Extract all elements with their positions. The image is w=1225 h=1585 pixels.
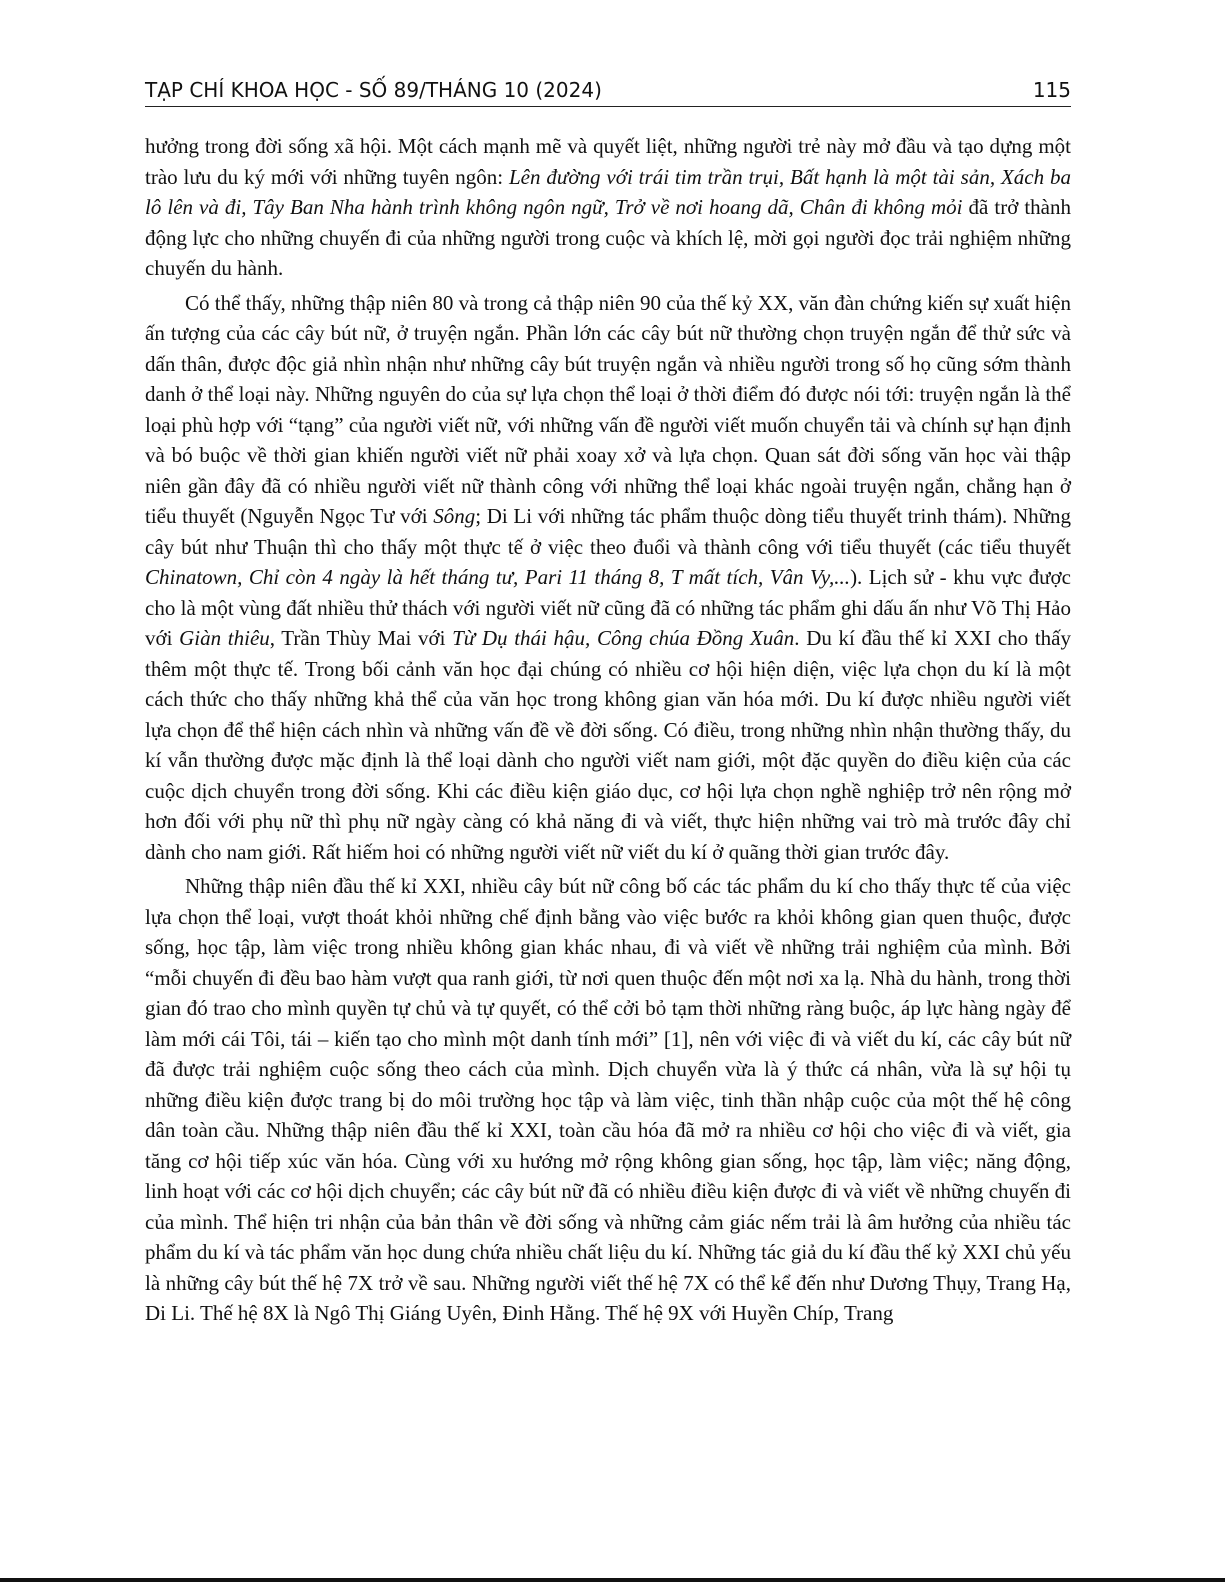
text-run: Có thể thấy, những thập niên 80 và trong cả thập niên 90 của thế kỷ XX, văn đàn chứng kiến sự xuất hiện ấn tượng của các cây bút nữ, ở truyện ngắn. Phần lớn các cây bút nữ thường chọn truyện ngắn để thử sức và dấn thân, được độc giả nhìn nhận như những cây bút truyện ngắn và nhiều người trong số họ cũng sớm thành danh ở thể loại này. Những nguyên do của sự lựa chọn thể loại ở thời điểm đó được nói tới: truyện ngắn là thể loại phù hợp với “tạng” của người viết nữ, với những vấn đề người viết muốn chuyển tải và chính sự hạn định và bó buộc về thời gian khiến người viết nữ phải xoay xở và lựa chọn. Quan sát đời sống văn học vài thập niên gần đây đã có nhiều người viết nữ thành công với những thể loại khác ngoài truyện ngắn, chẳng hạn ở tiểu thuyết (Nguyễn Ngọc Tư với <box>145 290 1071 528</box>
text-run: ). Lịch sử - khu vực được cho là một vùng đất nhiều thử thách với người viết nữ cũng đã có những tác phẩm ghi dấu ấn như Võ Thị Hảo với <box>145 565 1071 650</box>
text-run: ; Di Li với những tác phẩm thuộc dòng tiểu thuyết trinh thám). Những cây bút như Thuận thì cho thấy một thực tế ở việc theo đuổi và thành công với tiểu thuyết (các tiểu thuyết <box>145 504 1072 559</box>
paragraph-2 <box>145 288 1071 868</box>
page <box>145 78 1071 1333</box>
page-number: 115 <box>1032 78 1071 102</box>
paragraph-1 <box>145 131 1071 284</box>
article-body <box>145 131 1071 1329</box>
text-run: Những thập niên đầu thế kỉ XXI, nhiều cây bút nữ công bố các tác phẩm du kí cho thấy thực tế của việc lựa chọn thể loại, vượt thoát khỏi những chế định bằng vào việc bước ra khỏi không gian quen thuộc, được sống, học tập, làm việc trong nhiều không gian khác nhau, đi và viết về những trải nghiệm của mình. Bởi “mỗi chuyến đi đều bao hàm vượt qua ranh giới, từ nơi quen thuộc đến một nơi xa lạ. Nhà du hành, trong thời gian đó trao cho mình quyền tự chủ và tự quyết, có thể cởi bỏ tạm thời những ràng buộc, áp lực hàng ngày để làm mới cái Tôi, tái – kiến tạo cho mình một danh tính mới” [1], nên với việc đi và viết du kí, các cây bút nữ đã được trải nghiệm cuộc sống theo cách của mình. Dịch chuyển vừa là ý thức cá nhân, vừa là sự hội tụ những điều kiện được trang bị do môi trường học tập và làm việc, tinh thần nhập cuộc của một thế hệ công dân toàn cầu. Những thập niên đầu thế kỉ XXI, toàn cầu hóa đã mở ra nhiều cơ hội cho việc đi và viết, gia tăng cơ hội tiếp xúc văn hóa. Cùng với xu hướng mở rộng không gian sống, học tập, làm việc; năng động, linh hoạt với các cơ hội dịch chuyển; các cây bút nữ đã có nhiều điều kiện được đi và viết về những chuyến đi của mình. Thể hiện tri nhận của bản thân về đời sống và những cảm giác nếm trải là âm hưởng của nhiều tác phẩm du kí và tác phẩm văn học dung chứa nhiều chất liệu du kí. Những tác giả du kí đầu thế kỷ XXI chủ yếu là những cây bút thế hệ 7X trở về sau. Những người viết thế hệ 7X có thể kể đến như Dương Thụy, Trang Hạ, Di Li. Thế hệ 8X là Ngô Thị Giáng Uyên, Đinh Hằng. Thế hệ 9X với Huyền Chíp, Trang <box>145 874 1071 1325</box>
italic-titles: Lên đường với trái tim trần trụi, Bất hạnh là một tài sản, Xách ba lô lên và đi, Tây Ban Nha hành trình không ngôn ngữ, Trở về nơi hoang dã, Chân đi không mỏi <box>145 164 1071 219</box>
text-run: đã trở thành động lực cho những chuyến đi của những người trong cuộc và khích lệ, mời gọi người đọc trải nghiệm những chuyến du hành. <box>145 195 1071 280</box>
paragraph-3 <box>145 871 1071 1329</box>
bottom-border <box>0 1578 1225 1582</box>
italic-title: Giàn thiêu <box>179 626 270 650</box>
running-header <box>145 78 1071 107</box>
italic-title: Sông <box>433 504 476 528</box>
text-run: , Trần Thùy Mai với <box>269 626 453 650</box>
text-run: hưởng trong đời sống xã hội. Một cách mạnh mẽ và quyết liệt, những người trẻ này mở đầu và tạo dựng một trào lưu du ký mới với những tuyên ngôn: <box>145 134 1071 189</box>
italic-titles: Chinatown, Chỉ còn 4 ngày là hết tháng tư, Pari 11 tháng 8, T mất tích, Vân Vy,... <box>145 565 851 589</box>
text-run: . Du kí đầu thế kỉ XXI cho thấy thêm một thực tế. Trong bối cảnh văn học đại chúng có nhiều cơ hội hiện diện, việc lựa chọn du kí là một cách thức cho thấy những khả thể của văn học trong không gian văn hóa mới. Du kí được nhiều người viết lựa chọn để thể hiện cách nhìn và những vấn đề về đời sống. Có điều, trong những nhìn nhận thường thấy, du kí vẫn thường được mặc định là thể loại dành cho người viết nam giới, một đặc quyền do điều kiện của các cuộc dịch chuyển trong đời sống. Khi các điều kiện giáo dục, cơ hội lựa chọn nghề nghiệp trở nên rộng mở hơn đối với phụ nữ thì phụ nữ ngày càng có khả năng đi và viết, thực hiện những vai trò mà trước đây chỉ dành cho nam giới. Rất hiếm hoi có những người viết nữ viết du kí ở quãng thời gian trước đây. <box>145 626 1071 864</box>
journal-title: TẠP CHÍ KHOA HỌC - SỐ 89/THÁNG 10 (2024) <box>145 78 602 102</box>
italic-titles: Từ Dụ thái hậu, Công chúa Đồng Xuân <box>452 626 795 650</box>
